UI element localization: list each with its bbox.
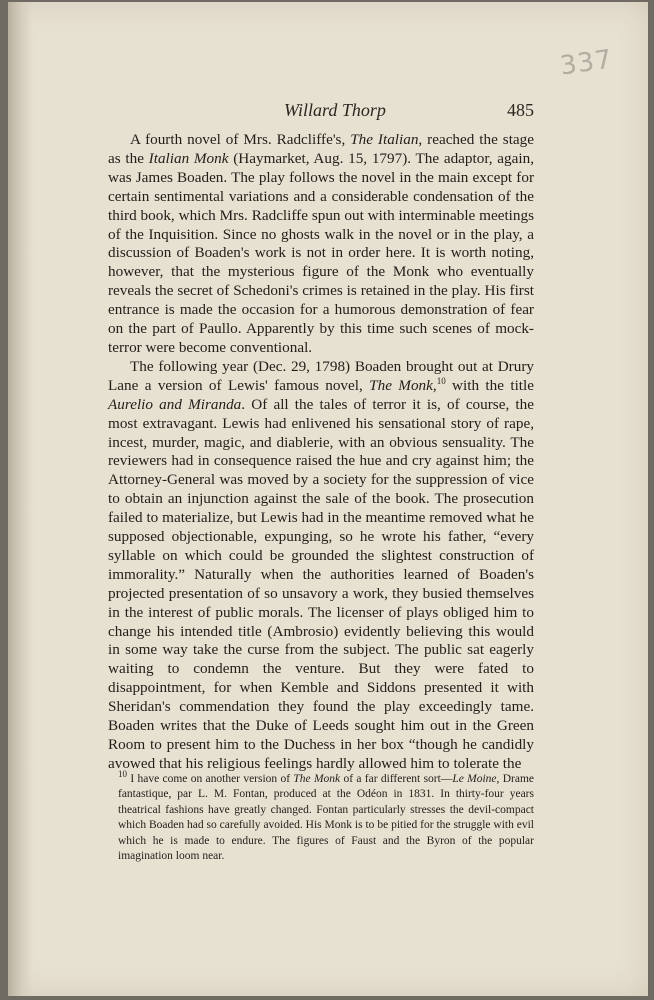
text-run: , <box>432 376 437 394</box>
italic-title: The Italian <box>350 131 419 148</box>
footnote <box>118 769 535 864</box>
text-run: (Haymarket, Aug. 15, 1797). The adaptor, again, was James Boaden. The play follows the novel in the main except for certain sentimental variations and a considerable condensation of the third book, which Mrs. Radcliffe spun out with interminable meetings of the Inquisition. Since no ghosts walk in the novel or in the play, a discussion of Boaden's work is not in order here. It is worth noting, however, that the mysterious figure of the Monk who eventually reveals the secret of Schedoni's crimes is retained in the play. His first entrance is made the occasion for a humorous demonstration of fear on the part of Paullo. Apparently by this time such scenes of mock-terror were become conventional. <box>108 149 534 356</box>
text-run: . Of all the tales of terror it is, of course, the most extravagant. Lewis had enlivened his sensational story of rape, incest, murder, magic, and diablerie, with an obvious sensuality. The reviewers had in consequence raised the hue and cry against him; the Attorney-General was moved by a society for the suppression of vice to obtain an injunction against the sale of the book. The prosecution failed to materialize, but Lewis had in the meantime removed what he supposed objectionable, expunging, so he wrote his father, “every syllable on which could be grounded the slightest construction of immorality.” Naturally when the authorities learned of Boaden's projected presentation of so unsavory a work, they busied themselves in the interest of public morals. The licenser of plays obliged him to change his intended title (Ambrosio) evidently believing this would in some way take the curse from the subject. The public sat eagerly waiting to condemn the venture. But they were fated to disappointment, for when Kemble and Siddons presented it with Sheridan's commendation they found the play exceedingly tame. Boaden writes that the Duke of Leeds sought him out in the Green Room to present him to the Duchess in her box “though he candidly avowed that his religious feelings hardly allowed him to tolerate the <box>108 395 534 772</box>
paragraph <box>108 358 534 774</box>
italic-title: The Monk <box>369 376 433 394</box>
running-head <box>108 100 534 124</box>
text-run: The following year (Dec. 29, 1798) Boaden brought out at Drury Lane a version of Lewis' famous novel, <box>108 357 534 394</box>
italic-title: The Monk <box>293 773 341 785</box>
footnote-text <box>118 769 535 864</box>
body-text <box>108 131 534 774</box>
text-run: of a far different sort— <box>340 773 453 785</box>
footnote-reference: 10 <box>436 375 446 386</box>
italic-title: Le Moine <box>452 773 497 785</box>
italic-title: Aurelio and Miranda <box>108 395 242 413</box>
footnote-reference: 10 <box>118 769 127 780</box>
italic-title: Italian Monk <box>148 149 229 167</box>
pencil-annotation: 337 <box>558 44 615 82</box>
paragraph <box>108 131 534 358</box>
page-number: 485 <box>507 100 534 120</box>
running-head-title: Willard Thorp <box>284 100 386 120</box>
text-run: , reached the stage as the <box>108 131 534 167</box>
text-run: with the title <box>445 376 534 394</box>
text-run: A fourth novel of Mrs. Radcliffe's, <box>130 131 351 148</box>
page-gutter-shadow <box>8 2 32 996</box>
text-run: , Drame fantastique, par L. M. Fontan, produced at the Odéon in 1831. In thirty-four years theatrical fashions have greatly changed. Fontan particularly stresses the devil-compact which Boaden had so carefully avoided. His Monk is to be pitied for the struggle with evil which he is made to endure. The figures of Faust and the Byron of the popular imagination loom near. <box>118 773 535 863</box>
text-run: I have come on another version of <box>127 773 294 785</box>
